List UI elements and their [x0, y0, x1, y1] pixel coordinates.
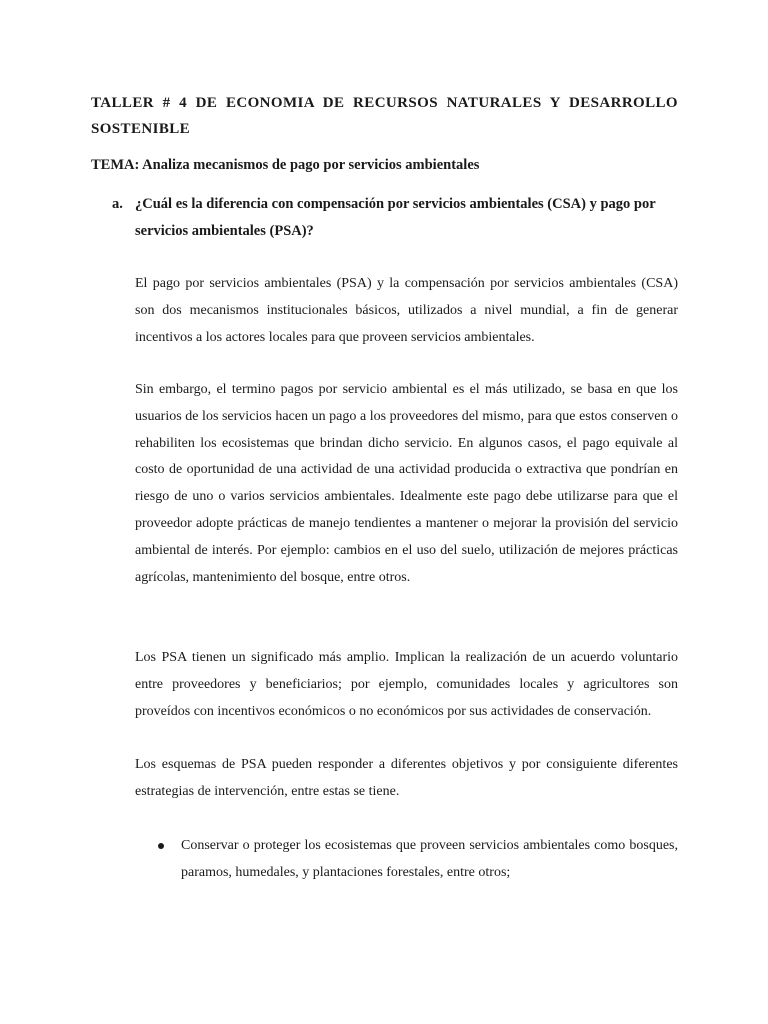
paragraph-4: Los esquemas de PSA pueden responder a diferentes objetivos y por consiguiente diferentes estrategias de intervención, entre estas se tiene.	[135, 757, 678, 799]
paragraph-3: Los PSA tienen un significado más amplio. Implican la realización de un acuerdo voluntario entre proveedores y beneficiarios; por ejemplo, comunidades locales y agricultores son proveídos con incentivos económicos o no económicos por sus actividades de conservación.	[135, 650, 678, 719]
question-text: ¿Cuál es la diferencia con compensación por servicios ambientales (CSA) y pago por servicios ambientales (PSA)?	[135, 196, 656, 239]
document-title: TALLER # 4 DE ECONOMIA DE RECURSOS NATURALES Y DESARROLLO SOSTENIBLE	[91, 95, 678, 137]
bullet-item	[135, 833, 678, 887]
bullet-item-text: Conservar o proteger los ecosistemas que proveen servicios ambientales como bosques, paramos, humedales, y plantaciones forestales, entre otros;	[181, 838, 678, 880]
document-topic: TEMA: Analiza mecanismos de pago por servicios ambientales	[91, 157, 480, 173]
bullet-list	[135, 833, 678, 887]
bullet-point-icon	[158, 843, 164, 849]
paragraph-2: Sin embargo, el termino pagos por servicio ambiental es el más utilizado, se basa en que los usuarios de los servicios hacen un pago a los proveedores del mismo, para que estos conserven o rehabiliten los ecosistemas que brindan dicho servicio. En algunos casos, el pago equivale al costo de oportunidad de una actividad de una actividad producida o extractiva que pondrían en riesgo de uno o varios servicios ambientales. Idealmente este pago debe utilizarse para que el proveedor adopte prácticas de manejo tendientes a mantener o mejorar la provisión del servicio ambiental de interés. Por ejemplo: cambios en el uso del suelo, utilización de mejores prácticas agrícolas, mantenimiento del bosque, entre otros.	[135, 382, 678, 585]
paragraph-1: El pago por servicios ambientales (PSA) y la compensación por servicios ambientales (CSA) son dos mecanismos institucionales básicos, utilizados a nivel mundial, a fin de generar incentivos a los actores locales para que proveen servicios ambientales.	[135, 276, 678, 345]
question-marker: a.	[112, 196, 123, 212]
